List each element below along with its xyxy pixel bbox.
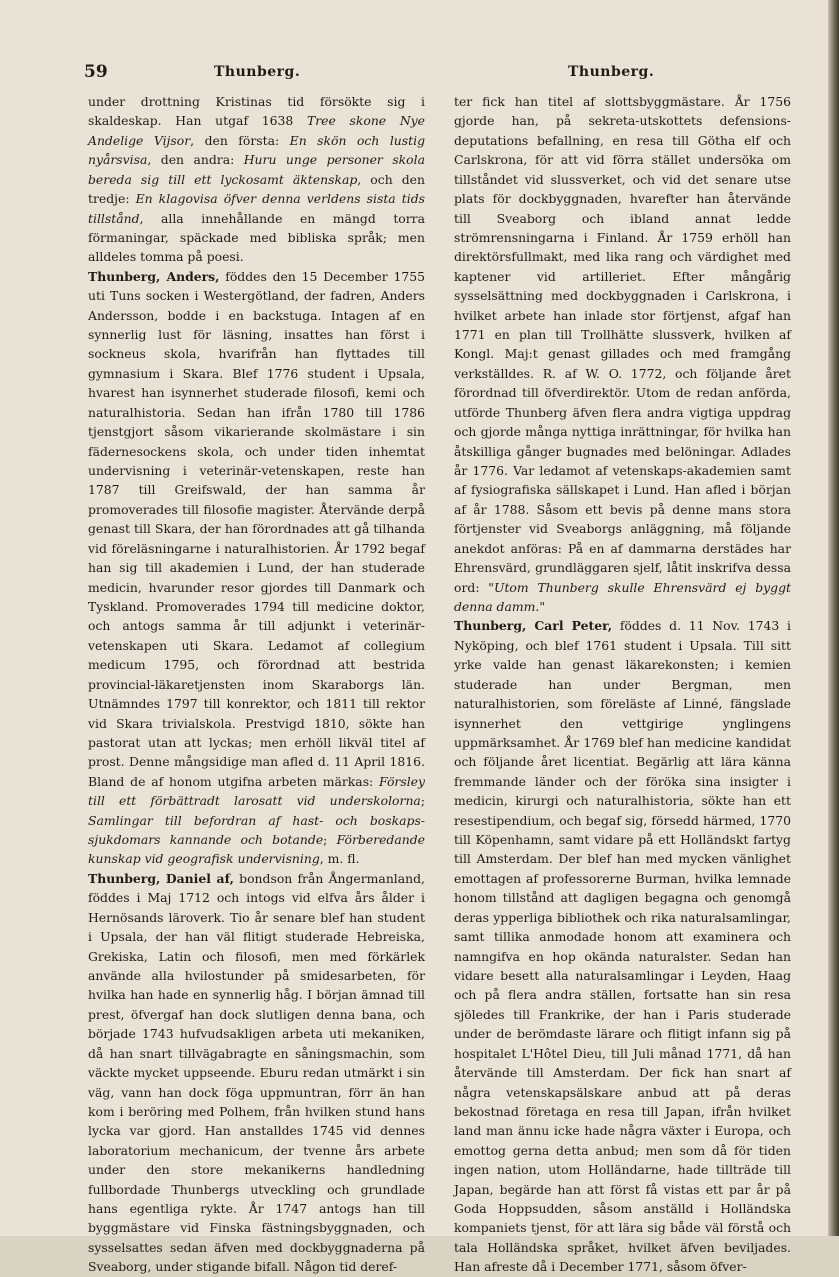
text-run: föddes den 15 December 1755 uti Tuns socken i Westergötland, der fadren, Anders Andersson, bodde i en backstuga. Intagen af en synnerlig lust för läsning, insattes han först i sockneus skola, hvarifrån han flyttades till gymnasium i Skara. Blef 1776 student i Upsala, hvarest han isynnerhet studerade filosofi, kemi och naturalhistoria. Sedan han ifrån 1780 till 1786 tjenstgjort såsom vikarierande skolmästare i sin fädernesockens skola, och under tiden inhemtat undervisning i veterinär-vetenskapen, reste han 1787 till Greifswald, der han samma år promoverades till filosofie magister. Återvände derpå genast till Skara, der han förordnades att gå tilhanda vid föreläsningarne i naturalhistorien. År 1792 begaf han sig till akademien i Lund, der han studerade medicin, hvarunder resor gjordes till Danmark och Tyskland. Promoverades 1794 till medicine doktor, och antogs samma år till adjunkt i veterinär-vetenskapen uti Skara. Ledamot af collegium medicum 1795, och förordnad att bestrida provincial-läkaretjensten inom Skaraborgs län. Utnämndes 1797 till konrektor, och 1811 till rektor vid Skara trivialskola. Prestvigd 1810, sökte han pastorat utan att lyckas; men erhöll likväl titel af prost. Denne mångsidige man afled d. 11 April 1816. Bland de af honom utgifna arbeten märkas:: [88, 268, 425, 789]
text-run: under drottning Kristinas tid försökte sig i skaldeskap. Han utgaf 1638: [88, 94, 425, 129]
running-head-left: Thunberg.: [214, 64, 301, 80]
italic-title: Samlingar till befordran af hast- och boskaps-sjukdomars kannande och botande: [88, 812, 425, 848]
page-header: [0, 62, 828, 86]
italic-title: Huru unge personer skola bereda sig till ett lyckosamt äktenskap: [88, 152, 425, 187]
text-run: ;: [420, 793, 425, 809]
text-run: ter fick han titel af slottsbyggmästare. År 1756 gjorde han, på sekreta-utskottets defensions-deputations befallning, en resa till Götha elf och Carlskrona, för att vid förra stället undersöka om tillståndet vid slussverket, och vid det senare utse plats för dockbyggnaden, hvarefter han återvände till Sveaborg och ibland annat ledde strömrensningarna i Finland. År 1759 erhöll han direktörsfullmakt, med lika rang och värdighet med kaptener vid artilleriet. Efter mångårig sysselsättning med dockbyggnaden i Carlskrona, i hvilket arbete han inlade stor förtjenst, afgaf han 1771 en plan till Trollhätte slussverk, hvilken af Kongl. Maj:t genast gillades och med framgång verkställdes. R. af W. O. 1772, och följande året förordnad till öfverdirektör. Utom de redan anförda, utförde Thunberg äfven flera andra vigtiga uppdrag och gjorde många nyttiga inrättningar, för hvilka han åtskilliga gånger bugnades med belöningar. Adlades år 1776. Var ledamot af vetenskaps-akademien samt af fysiografiska sällskapet i Lund. Han afled i början af år 1788. Såsom ett bevis på denne mans stora förtjenster vid Sveaborgs anläggning, må följande anekdot anföras: På en af dammarna derstädes har Ehrensvärd, grundläggaren sjelf, låtit inskrifva dessa ord: ": [454, 94, 791, 595]
entry-daniel-thunberg: [88, 869, 425, 1277]
left-column: [88, 92, 425, 1277]
entry-body: [88, 269, 425, 867]
text-run: bondson från Ångermanland, föddes i Maj 1712 och intogs vid elfva års ålder i Hernösands läroverk. Tio år senare blef han student i Upsala, der han väl flitigt studerade Hebreiska, Grekiska, Latin och filosofi, men med förkärlek använde alla hvilostunder på smidesarbeten, för hvilka han hade en synnerlig håg. I början ämnad till prest, öfvergaf han dock slutligen denna bana, och började 1743 hufvudsakligen arbeta uti mekaniken, då han snart tillvägabragte en såningsmachin, som väckte mycket uppseende. Eburu redan utmärkt i sin väg, vann han dock föga uppmuntran, förr än han kom i beröring med Polhem, från hvilken stund hans lycka var gjord. Han anstalldes 1745 vid dennes laboratorium mechanicum, der tvenne års arbete under den store mekanikerns handledning fullbordade Thunbergs utveckling och grundlade hans egentliga rykte. År 1747 antogs han till byggmästare vid Finska fästningsbyggnaden, och sysselsattes sedan äfven med dockbyggnaderna på Sveaborg, under stigande bifall. Någon tid deref-: [88, 870, 425, 1275]
entry-body: [454, 618, 791, 1274]
text-run: ;: [323, 832, 337, 848]
text-run: , den andra:: [147, 152, 244, 168]
right-column: [454, 92, 791, 1277]
text-run: , m. fl.: [319, 851, 360, 867]
entry-headword: Thunberg, Carl Peter,: [454, 618, 613, 634]
entry-anders-thunberg: [88, 267, 425, 869]
text-run: ": [539, 598, 546, 614]
running-head-right: Thunberg.: [568, 64, 655, 80]
italic-title: Tree skone Nye Andelige Vijsor: [88, 113, 426, 148]
page-edge-shadow: [828, 0, 839, 1236]
page-number: 59: [84, 62, 108, 82]
entry-headword: Thunberg, Anders,: [88, 268, 220, 284]
entry-body: [88, 871, 425, 1274]
italic-title: Utom Thunberg skulle Ehrensvärd ej byggt denna damm.: [454, 579, 791, 614]
entry-headword: Thunberg, Daniel af,: [88, 870, 234, 886]
italic-title: En klagovisa öfver denna verldens sista tids tillstånd: [88, 191, 425, 226]
text-run: föddes d. 11 Nov. 1743 i Nyköping, och blef 1761 student i Upsala. Till sitt yrke valde han genast läkarekonsten; i kemien studerade han under Bergman, men naturalhistorien, som föreläste af Linné, fängslade isynnerhet den vettgirige ynglingens uppmärksamhet. År 1769 blef han medicine kandidat och följande året licentiat. Begärlig att lära känna fremmande länder och der föröka sina insigter i medicin, kirurgi och naturalhistoria, sökte han ett resestipendium, och begaf sig, försedd härmed, 1770 till Köpenhamn, samt vidare på ett Holländskt fartyg till Amsterdam. Der blef han med mycken vänlighet emottagen af professorerne Burman, hvilka lemnade honom tillstånd att dagligen begagna och genomgå deras ypperliga bibliothek och rika naturalsamlingar, samt tillika anmodade honom att examinera och namngifva en hop okända naturalster. Sedan han vidare besett alla naturalsamlingar i Leyden, Haag och på flera andra ställen, fortsatte han sin resa sjöledes till Frankrike, der han i Paris studerade under de berömdaste lärare och flitigt infann sig på hospitalet L'Hôtel Dieu, till Juli månad 1771, då han återvände till Amsterdam. Der fick han snart af några vetenskapsälskare anbud att på deras bekostnad företaga en resa till Japan, ifrån hvilket land man ännu icke hade några växter i Europa, och emottog gerna detta anbud; men som då för tiden ingen nation, utom Holländarne, hade tillträde till Japan, begärde han att först få vistas ett par år på Goda Hoppsudden, såsom anställd i Holländska kompaniets tjenst, för att lära sig både väl förstå och tala Holländska språket, hvilket äfven beviljades. Han afreste då i December 1771, såsom öfver-: [454, 618, 792, 1275]
text-run: , alla innehållande en mängd torra förmaningar, späckade med bibliska språk; men alldeles tomma på poesi.: [88, 210, 425, 265]
continuation-text: [88, 92, 425, 267]
italic-title: Försley till ett förbättradt larosatt vid underskolorna: [88, 773, 425, 809]
continuation-text: [454, 92, 791, 616]
entry-carl-peter-thunberg: [454, 616, 791, 1276]
text-run: , den första:: [190, 132, 290, 148]
italic-title: Förberedande kunskap vid geografisk undervisning: [88, 832, 425, 867]
italic-title: En skön och lustig nyårsvisa: [88, 132, 426, 168]
text-run: , och den tredje:: [88, 171, 425, 207]
